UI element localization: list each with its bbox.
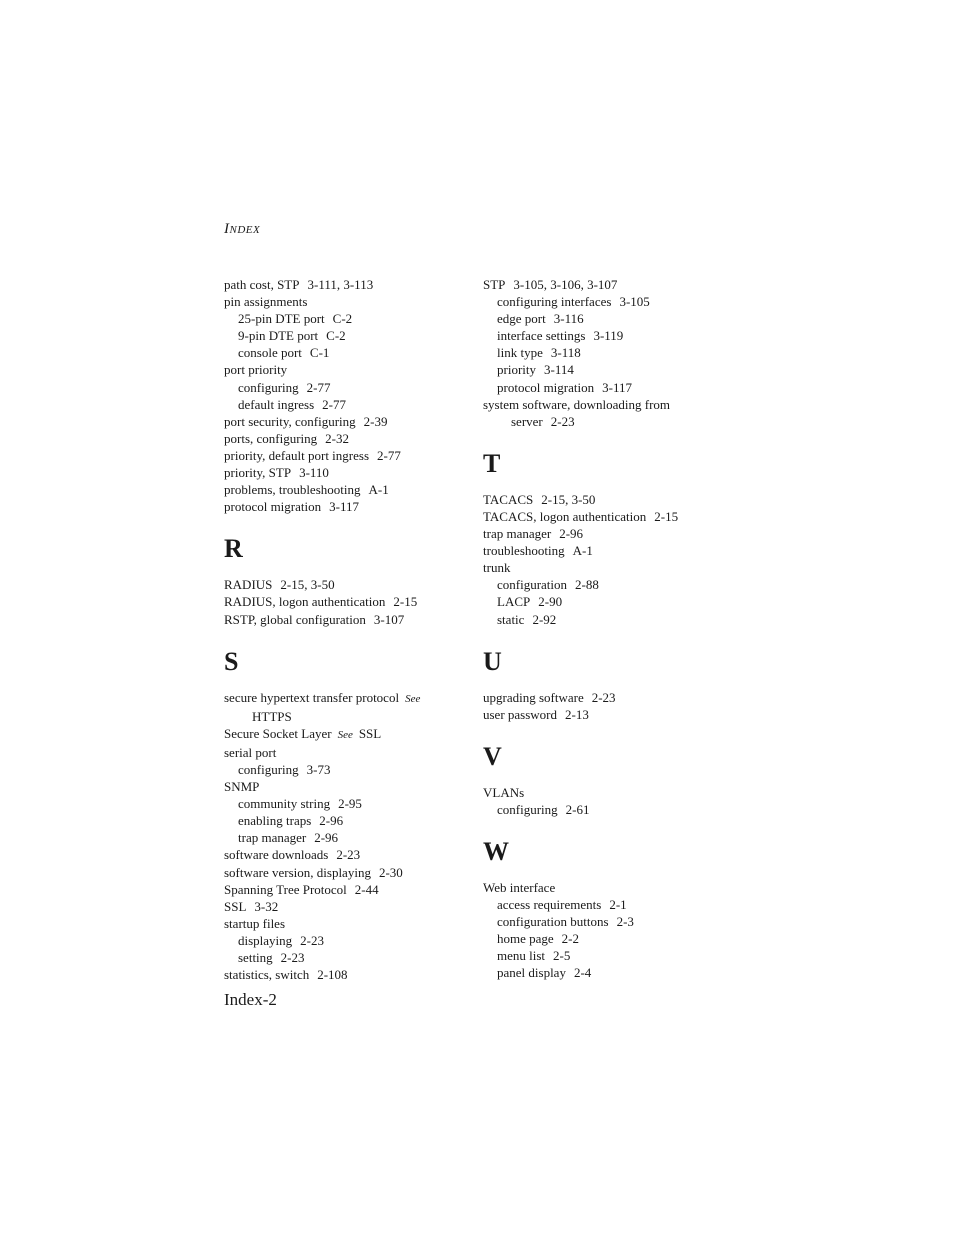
section-letter-s: S — [224, 646, 239, 676]
index-entry-term: port security, configuring — [224, 413, 356, 429]
index-entry-term: protocol migration — [224, 499, 322, 515]
index-group-t — [483, 491, 733, 628]
index-entry-pages: 2-23 — [336, 847, 361, 863]
index-entry — [224, 966, 464, 983]
index-entry-term: 9-pin DTE port — [238, 328, 319, 344]
index-entry-pages: 3-105, 3-106, 3-107 — [513, 277, 618, 292]
index-entry — [224, 379, 464, 396]
index-entry — [224, 761, 464, 778]
index-entry-pages: 2-92 — [532, 611, 557, 627]
index-entry-pages: A-1 — [368, 482, 389, 498]
index-entry — [483, 947, 733, 964]
index-entry — [483, 276, 733, 293]
index-entry-pages: 2-77 — [322, 396, 347, 412]
index-entry-term: secure hypertext transfer protocol — [224, 689, 400, 705]
index-entry-term: system software, downloading from — [483, 396, 671, 412]
index-entry — [483, 344, 733, 361]
index-entry — [224, 293, 464, 310]
index-entry-term: default ingress — [238, 396, 315, 412]
index-group-p — [224, 276, 464, 515]
index-entry-pages: 3-116 — [553, 311, 584, 327]
index-entry-pages: 2-39 — [363, 413, 388, 429]
index-entry — [224, 949, 464, 966]
index-entry — [483, 361, 733, 378]
index-entry-term: panel display — [497, 965, 566, 981]
index-entry-term: pin assignments — [224, 294, 308, 310]
index-entry-pages: 2-13 — [565, 706, 589, 722]
index-entry-pages: 2-15 — [393, 594, 418, 610]
index-entry — [224, 396, 464, 413]
section-letter-w: W — [483, 836, 509, 866]
index-entry-term: trap manager — [238, 830, 307, 846]
section-letter-v: V — [483, 741, 502, 771]
running-head-initial: I — [224, 221, 230, 237]
index-entry-pages: 2-96 — [314, 830, 339, 846]
index-entry — [483, 576, 733, 593]
index-entry-term: protocol migration — [497, 379, 595, 395]
index-entry-pages: 2-96 — [319, 813, 344, 829]
index-entry — [224, 464, 464, 481]
index-entry — [483, 611, 733, 628]
index-entry-pages: 2-15 — [654, 508, 679, 524]
index-entry-term: configuration — [497, 577, 568, 593]
index-entry-pages: 2-23 — [550, 413, 575, 429]
index-entry — [483, 293, 733, 310]
index-entry-term: HTTPS — [252, 708, 292, 724]
index-entry-term: server — [511, 413, 543, 429]
index-entry-term: RADIUS, logon authentication — [224, 594, 386, 610]
index-entry — [224, 413, 464, 430]
index-entry — [224, 932, 464, 949]
index-entry-pages: 2-15, 3-50 — [541, 491, 596, 507]
index-entry-pages: 3-107 — [373, 611, 405, 627]
index-entry-term: LACP — [497, 594, 531, 610]
index-entry — [224, 812, 464, 829]
index-entry-pages: 3-117 — [602, 379, 632, 395]
index-entry-term: configuration buttons — [497, 914, 609, 930]
index-entry-term: port priority — [224, 362, 288, 378]
index-entry-pages: A-1 — [572, 543, 593, 559]
index-entry-pages: 3-117 — [329, 499, 359, 515]
index-entry-pages: 2-2 — [561, 931, 580, 947]
index-entry — [483, 930, 733, 947]
index-entry — [224, 481, 464, 498]
index-entry — [483, 559, 733, 576]
index-entry-term: startup files — [224, 915, 286, 931]
index-entry-term: community string — [238, 796, 331, 812]
index-entry-pages: 2-95 — [338, 796, 362, 812]
index-entry-term: priority, default port ingress — [224, 447, 370, 463]
index-entry — [483, 413, 733, 430]
index-entry-term: priority, STP — [224, 465, 292, 481]
see-reference: See — [337, 728, 353, 741]
index-entry-pages: 3-32 — [254, 898, 279, 914]
index-entry — [483, 525, 733, 542]
index-entry — [224, 864, 464, 881]
index-entry — [224, 276, 464, 293]
index-entry-pages: 2-108 — [317, 967, 348, 983]
index-entry — [224, 881, 464, 898]
index-entry — [224, 725, 464, 744]
index-entry-term: configuring — [238, 761, 299, 777]
index-entry-term: path cost, STP — [224, 277, 300, 292]
index-entry-term: Web interface — [483, 879, 556, 895]
index-entry — [483, 542, 733, 559]
index-entry-pages: 2-77 — [377, 447, 401, 463]
index-entry — [224, 898, 464, 915]
index-entry — [483, 879, 733, 896]
index-entry-pages: 2-23 — [591, 689, 616, 705]
index-entry — [483, 801, 733, 818]
index-entry-pages: 2-32 — [325, 430, 349, 446]
index-entry — [224, 778, 464, 795]
index-entry — [483, 396, 733, 413]
index-entry-pages: 2-1 — [609, 897, 627, 913]
index-entry — [224, 327, 464, 344]
index-entry-term: setting — [238, 950, 273, 965]
index-entry — [224, 576, 464, 593]
index-entry-term: problems, troubleshooting — [224, 482, 361, 498]
section-letter-t: T — [483, 448, 501, 478]
index-entry-term: serial port — [224, 744, 277, 760]
index-entry-pages: C-1 — [309, 345, 330, 361]
index-entry-pages: 3-119 — [593, 328, 624, 344]
index-entry-term: trunk — [483, 560, 511, 576]
index-entry-pages: 3-105 — [619, 294, 650, 310]
index-entry-term: configuring — [238, 379, 299, 395]
index-entry — [483, 508, 733, 525]
index-entry-pages: 2-96 — [559, 526, 584, 542]
index-entry — [483, 327, 733, 344]
index-entry-term: configuring interfaces — [497, 294, 612, 310]
index-entry-term: priority — [497, 362, 536, 378]
index-entry — [224, 829, 464, 846]
index-entry-term: home page — [497, 931, 554, 947]
index-entry — [483, 310, 733, 327]
index-entry-term: STP — [483, 277, 506, 292]
index-entry-pages: 2-23 — [280, 950, 305, 965]
index-entry-pages: 2-15, 3-50 — [280, 577, 335, 593]
running-head-rest: NDEX — [229, 224, 261, 236]
index-entry-term: SNMP — [224, 779, 260, 795]
index-entry-pages: C-2 — [332, 311, 353, 327]
section-letter-r: R — [224, 534, 243, 564]
index-entry-pages: 3-110 — [299, 465, 329, 481]
index-entry-term: link type — [497, 345, 543, 361]
index-entry-term: TACACS, logon authentication — [483, 508, 647, 524]
index-entry — [224, 708, 464, 725]
running-head — [224, 221, 260, 238]
index-entry — [483, 689, 733, 706]
index-entry — [224, 744, 464, 761]
index-entry-term: static — [497, 611, 525, 627]
index-entry — [483, 593, 733, 610]
index-entry — [224, 361, 464, 378]
index-entry — [224, 447, 464, 464]
index-entry — [483, 896, 733, 913]
index-entry-pages: C-2 — [326, 328, 346, 344]
section-letter-u: U — [483, 646, 502, 676]
index-entry — [224, 344, 464, 361]
index-entry-pages: 3-114 — [544, 362, 574, 378]
index-entry-pages: 2-23 — [300, 932, 325, 948]
index-entry-term: SSL — [224, 898, 247, 914]
index-entry-term: edge port — [497, 311, 546, 327]
index-entry-term: TACACS — [483, 491, 534, 507]
index-entry — [483, 379, 733, 396]
index-entry-term: upgrading software — [483, 689, 584, 705]
index-entry — [483, 784, 733, 801]
see-reference: See — [405, 692, 421, 705]
index-entry-term: RSTP, global configuration — [224, 611, 366, 627]
index-entry-pages: 2-88 — [575, 577, 599, 593]
page-number: Index-2 — [224, 990, 277, 1009]
index-entry-term: statistics, switch — [224, 967, 310, 983]
index-entry-pages: 2-77 — [306, 379, 331, 395]
index-entry-term: displaying — [238, 932, 293, 948]
index-entry-term: software downloads — [224, 847, 329, 863]
index-entry — [483, 913, 733, 930]
index-entry-pages: 2-5 — [553, 948, 571, 964]
index-group-stp — [483, 276, 733, 430]
index-entry-pages: 3-118 — [550, 345, 581, 361]
index-entry-term: troubleshooting — [483, 543, 565, 559]
index-entry — [224, 689, 464, 708]
index-entry-term: software version, displaying — [224, 864, 371, 880]
index-entry — [224, 611, 464, 628]
index-entry — [483, 706, 733, 723]
index-entry-term: user password — [483, 706, 558, 722]
index-entry-term: access requirements — [497, 897, 602, 913]
index-entry — [224, 430, 464, 447]
index-entry-pages: 2-44 — [354, 881, 379, 897]
index-entry — [224, 310, 464, 327]
index-entry-pages: 2-30 — [378, 864, 403, 880]
index-entry-term: RADIUS — [224, 577, 273, 593]
index-column-left — [224, 276, 464, 983]
index-column-right — [483, 276, 733, 982]
index-group-s — [224, 689, 464, 984]
index-entry-term: 25-pin DTE port — [238, 311, 325, 327]
index-entry-term: console port — [238, 345, 302, 361]
index-entry-term: Spanning Tree Protocol — [224, 881, 347, 897]
index-entry-term: menu list — [497, 948, 546, 964]
index-entry-pages: 3-73 — [306, 761, 331, 777]
index-entry — [224, 795, 464, 812]
index-entry-term: VLANs — [483, 784, 525, 800]
index-entry-pages: 2-4 — [573, 965, 592, 981]
index-entry-pages: 2-3 — [616, 914, 634, 930]
index-entry — [224, 498, 464, 515]
index-group-v — [483, 784, 733, 818]
index-entry — [483, 964, 733, 981]
index-entry-term: enabling traps — [238, 813, 312, 829]
index-entry-pages: 2-61 — [565, 801, 590, 817]
index-entry — [224, 846, 464, 863]
index-entry-term: configuring — [497, 801, 558, 817]
index-entry-pages: 3-111, 3-113 — [307, 277, 374, 292]
index-group-r — [224, 576, 464, 627]
index-entry-term: ports, configuring — [224, 430, 318, 446]
see-target: SSL — [358, 725, 382, 741]
index-group-u — [483, 689, 733, 723]
index-entry — [483, 491, 733, 508]
index-entry-pages: 2-90 — [538, 594, 563, 610]
index-entry — [224, 593, 464, 610]
index-group-w — [483, 879, 733, 982]
index-entry — [224, 915, 464, 932]
index-entry-term: Secure Socket Layer — [224, 725, 332, 741]
index-entry-term: interface settings — [497, 328, 586, 344]
index-entry-term: trap manager — [483, 526, 552, 542]
